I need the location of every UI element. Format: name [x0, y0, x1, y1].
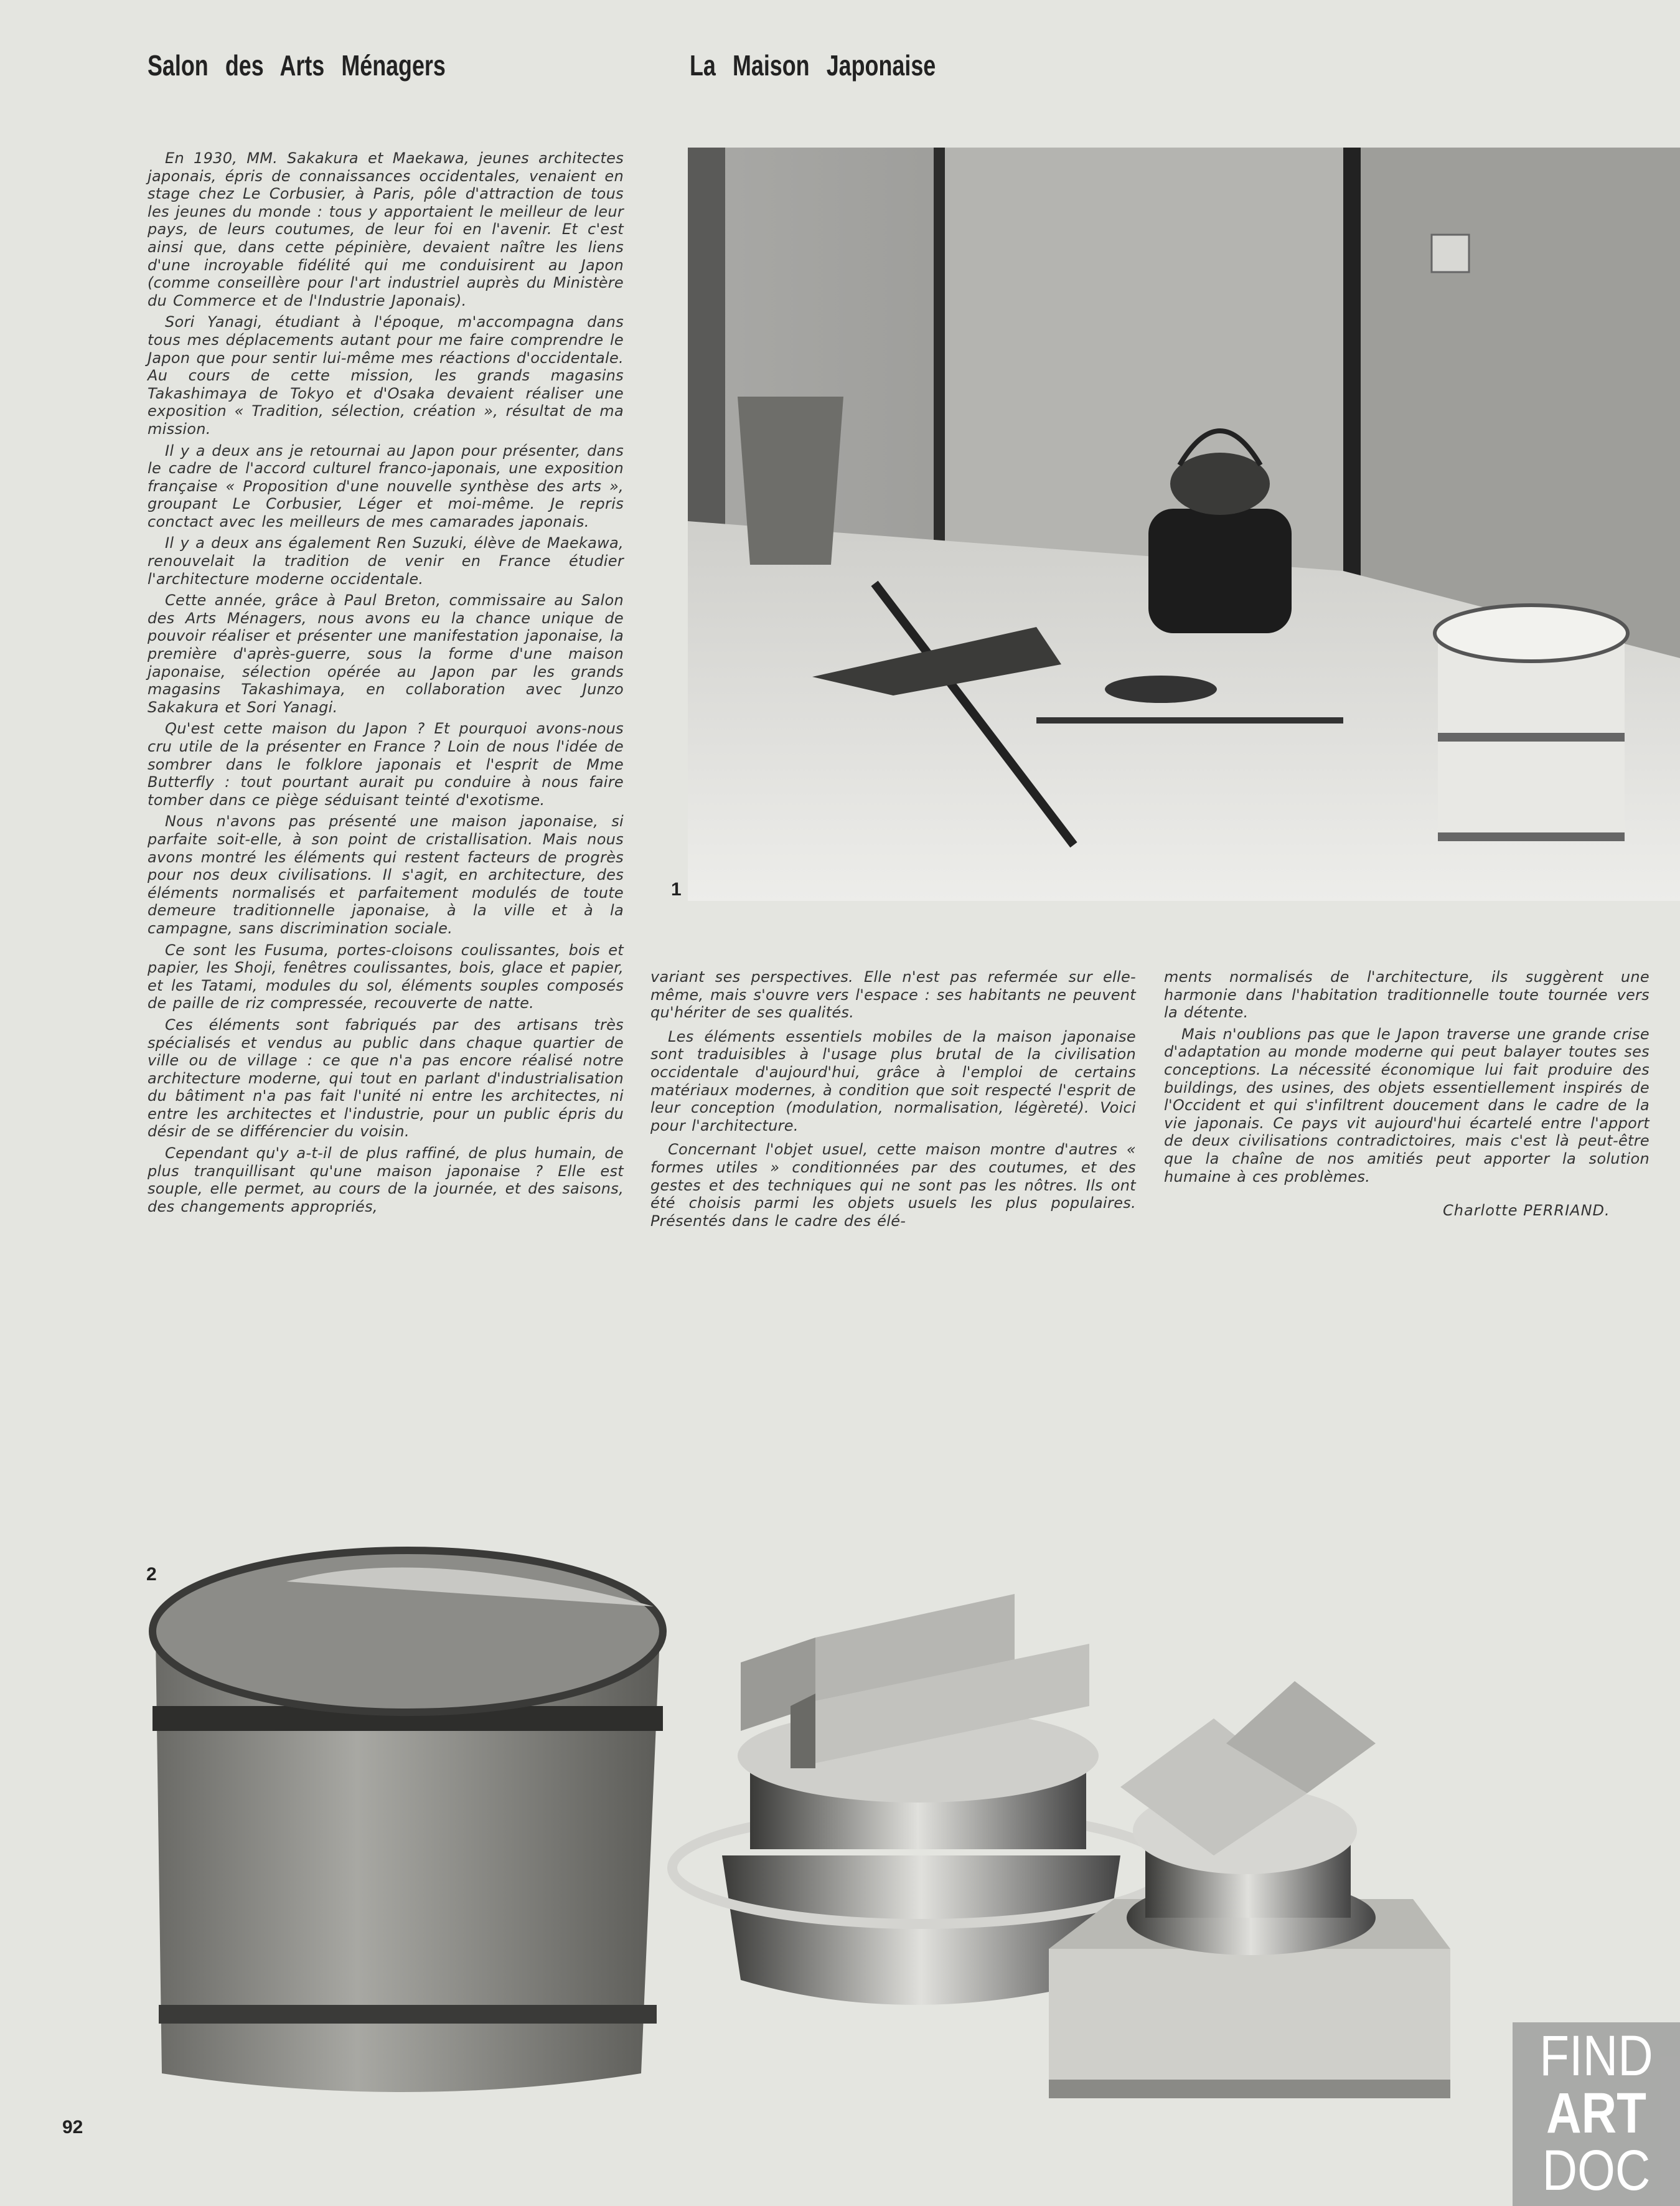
- paragraph: En 1930, MM. Sakakura et Maekawa, jeunes architectes japonais, épris de connaissances occidentales, venaient en stage chez Le Corbusier, à Paris, pôle d'attraction de tous les jeunes du monde : tous y apportaient le meilleur de leur pays, de leurs coutumes, de leur foi en l'avenir. Et c'est ainsi que, dans cette pépinière, devaient naître les liens d'une incroyable fidélité qui me conduisirent au Japon (comme conseillère pour l'art industriel auprès du Ministère du Commerce et de l'Industrie Japonais).: [148, 149, 624, 309]
- paragraph: Cependant qu'y a-t-il de plus raffiné, de plus humain, de plus tranquillisant qu'une maison japonaise ? Elle est souple, elle permet, au cours de la journée, et des saisons, des changements appropriés,: [148, 1144, 624, 1215]
- figure-label-1: 1: [671, 879, 682, 900]
- watermark-line: ART: [1546, 2081, 1646, 2145]
- paragraph: Il y a deux ans également Ren Suzuki, élève de Maekawa, renouvelait la tradition de venir en France étudier l'architecture moderne occidentale.: [148, 534, 624, 588]
- paragraph: variant ses perspectives. Elle n'est pas refermée sur elle-même, mais s'ouvre vers l'espace : ses habitants ne peuvent qu'hériter de ses qualités.: [650, 968, 1136, 1022]
- paragraph: Il y a deux ans je retournai au Japon pour présenter, dans le cadre de l'accord culturel franco-japonais, une exposition française « Proposition d'une nouvelle synthèse des arts », groupant Le Corbusier, Léger et moi-même. Je repris conctact avec les meilleurs de mes camarades japonais.: [148, 441, 624, 530]
- watermark-logo: [1513, 2022, 1680, 2206]
- figure-label-2: 2: [146, 1564, 157, 1585]
- paragraph: ments normalisés de l'architecture, ils suggèrent une harmonie dans l'habitation traditionnelle toute tournée vers la détente.: [1164, 968, 1649, 1022]
- text-column-left: [148, 149, 624, 1219]
- paragraph: Cette année, grâce à Paul Breton, commissaire au Salon des Arts Ménagers, nous avons eu la chance unique de pouvoir réaliser et présenter une manifestation japonaise, la première d'après-guerre, sous la forme d'une maison japonaise, sélection opérée au Japon par les grands magasins Takashimaya, en collaboration avec Junzo Sakakura et Sori Yanagi.: [148, 592, 624, 716]
- photo-japanese-interior: [688, 148, 1680, 901]
- page-number: 92: [62, 2117, 83, 2138]
- article-title: La Maison Japonaise: [690, 49, 936, 82]
- paragraph: Concernant l'objet usuel, cette maison montre d'autres « formes utiles » conditionnées par des coutumes, et des gestes et des techniques qui ne sont pas les nôtres. Ils ont été choisis parmi les objets usuels les plus populaires. Présentés dans le cadre des élé-: [650, 1141, 1136, 1230]
- watermark-line: DOC: [1542, 2139, 1651, 2202]
- paragraph: Sori Yanagi, étudiant à l'époque, m'accompagna dans tous mes déplacements autant pour me faire comprendre le Japon que pour sentir lui-même mes réactions d'occidentale. Au cours de cette mission, les grands magasins Takashimaya de Tokyo et d'Osaka devaient réaliser une exposition « Tradition, sélection, création », résultat de ma mission.: [148, 313, 624, 438]
- watermark-line: FIND: [1539, 2024, 1653, 2088]
- paragraph: Ces éléments sont fabriqués par des artisans très spécialisés et vendus au public dans chaque quartier de ville ou de village : ce que n'a pas encore réalisé notre architecture moderne, qui tout en parlant d'industrialisation du bâtiment n'a pas fait l'unité ni entre les architectes, ni entre les architectes et l'industrie, pour un public épris du désir de se différencier du voisin.: [148, 1016, 624, 1141]
- section-header: Salon des Arts Ménagers: [148, 49, 446, 82]
- containers-illustration: [143, 1357, 1475, 2105]
- paragraph: Qu'est cette maison du Japon ? Et pourquoi avons-nous cru utile de la présenter en France ? Loin de nous l'idée de sombrer dans le folklore japonais et l'esprit de Mme Butterfly : tout pourtant aurait pu conduire à nous faire tomber dans ce piège séduisant teinté d'exotisme.: [148, 720, 624, 809]
- text-column-right: [1164, 968, 1649, 1189]
- paragraph: Mais n'oublions pas que le Japon traverse une grande crise d'adaptation au monde moderne qui peut balayer toutes ses conceptions. La nécessité économique lui fait produire des buildings, des usines, des objets essentiellement inspirés de l'Occident et qui s'infiltrent doucement dans le cadre de la vie japonais. Ce pays vit aujourd'hui écartelé entre l'apport de deux civilisations contradictoires, mais c'est là peut-être que la chaîne de nos amitiés peut apporter la solution humaine à ces problèmes.: [1164, 1025, 1649, 1185]
- paragraph: Nous n'avons pas présenté une maison japonaise, si parfaite soit-elle, à son point de cristallisation. Mais nous avons montré les éléments qui restent facteurs de progrès pour nos deux civilisations. Il s'agit, en architecture, des éléments normalisés et parfaitement modulés de toute demeure traditionnelle japonaise, à la ville et à la campagne, sans discrimination sociale.: [148, 813, 624, 937]
- text-column-middle: [650, 968, 1136, 1233]
- author-signature: Charlotte PERRIAND.: [1443, 1202, 1610, 1219]
- paragraph: Ce sont les Fusuma, portes-cloisons coulissantes, bois et papier, les Shoji, fenêtres coulissantes, bois, glace et papier, et les Tatami, modules du sol, éléments souples composés de paille de riz compressée, recouverte de natte.: [148, 941, 624, 1012]
- interior-scene: [688, 148, 1680, 901]
- photo-rice-containers: [143, 1357, 1475, 2105]
- paragraph: Les éléments essentiels mobiles de la maison japonaise sont traduisibles à l'usage plus brutal de la civilisation occidentale d'aujourd'hui, grâce à l'emploi de certains matériaux modernes, à condition que soit respecté l'esprit de leur conception (modulation, normalisation, légèreté). Voici pour l'architecture.: [650, 1027, 1136, 1134]
